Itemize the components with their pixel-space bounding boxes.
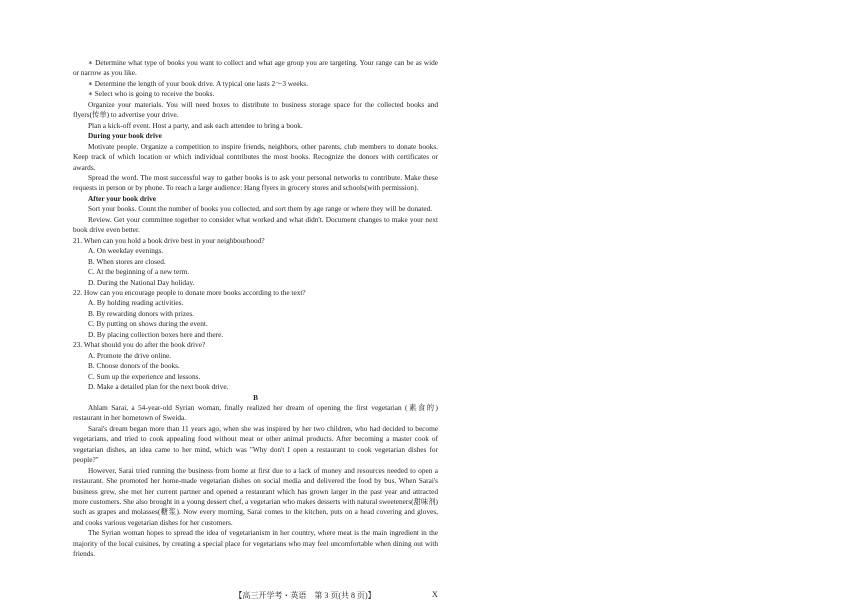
step-item: ∗ Determine the length of your book drive. A typical one lasts 2～3 weeks. <box>88 78 308 88</box>
option-22b: B. By rewarding donors with prizes. <box>88 308 194 318</box>
heading-during: During your book drive <box>88 131 162 141</box>
passage-b-paragraph: Ahlam Sarai, a 54-year-old Syrian woman, finally realized her dream of opening the first vegetarian (素食的) restaurant in her hometown of Sweida. <box>73 402 438 423</box>
step-item: ∗ Select who is going to receive the books. <box>88 89 215 99</box>
option-23d: D. Make a detailed plan for the next book drive. <box>88 382 229 392</box>
passage-b-paragraph: Sarai's dream began more than 11 years ago, when she was inspired by her two children, who had decided to become vegetarians, and tried to cook appealing food without meat or other animal products. After becoming a master cook of vegetarian dishes, an idea came to her mind, which was "Why don't I open a restaurant to cook vegetarian dishes for people?" <box>73 423 438 465</box>
paragraph-review: Review. Get your committee together to consider what worked and what didn't. Document changes to make your next book drive even better. <box>73 214 438 235</box>
option-21b: B. When stores are closed. <box>88 256 166 266</box>
option-22c: C. By putting on shows during the event. <box>88 319 208 329</box>
question-21: 21. When can you hold a book drive best in your neighbourhood? <box>73 235 265 245</box>
option-23a: A. Promote the drive online. <box>88 350 172 360</box>
option-21c: C. At the beginning of a new term. <box>88 267 190 277</box>
paragraph-kickoff: Plan a kick-off event. Host a party, and ask each attendee to bring a book. <box>88 120 303 130</box>
footer-mark: X <box>432 590 438 599</box>
option-21a: A. On weekday evenings. <box>88 246 164 256</box>
paragraph-organize: Organize your materials. You will need boxes to distribute to business storage space for the collected books and flyers(传单) to advertise your drive. <box>73 99 438 120</box>
question-23: 23. What should you do after the book drive? <box>73 340 206 350</box>
step-item: ∗ Determine what type of books you want to collect and what age group you are targeting. Your range can be as wide or narrow as you like. <box>73 58 438 78</box>
text-column <box>73 58 438 560</box>
footer-page-info: 【高三开学考・英语 第 3 页(共 8 页)】 <box>234 591 376 600</box>
option-22d: D. By placing collection boxes here and there. <box>88 329 224 339</box>
paragraph-motivate: Motivate people. Organize a competition to inspire friends, neighbors, other parents, club members to donate books. Keep track of which location or which individual contributes the most books. Recognize the donors with certificates or awards. <box>73 141 438 172</box>
option-23c: C. Sum up the experience and lessons. <box>88 371 201 381</box>
heading-after: After your book drive <box>88 193 157 203</box>
option-23b: B. Choose donors of the books. <box>88 361 180 371</box>
question-22: 22. How can you encourage people to donate more books according to the text? <box>73 287 306 297</box>
paragraph-spread: Spread the word. The most successful way to gather books is to ask your personal networks to contribute. Make these requests in person or by phone. To reach a large audience: Hang flyers in grocery stores and schools(with permission). <box>73 172 438 193</box>
passage-b-paragraph: However, Sarai tried running the business from home at first due to a lack of money and resources needed to open a restaurant. She promoted her home-made vegetarian dishes on social media and delivered the food by bus. When Sarai's business grew, she met her current partner and opened a restaurant which has grown larger in the past year and attracted more customers. She also brought in a young dessert chef, a vegetarian who makes desserts with natural sweeteners(甜味剂) such as grapes and molasses(糖浆). Now every morning, Sarai comes to the kitchen, puts on a head covering and gloves, and cooks various vegetarian dishes for her customers. <box>73 465 438 527</box>
passage-b-paragraph: The Syrian woman hopes to spread the idea of vegetarianism in her country, where meat is the main ingredient in the majority of the local cuisines, by creating a special place for vegetarians who may feel uncomfortable when dining out with friends. <box>73 528 438 559</box>
section-b-heading: B <box>253 392 258 402</box>
option-22a: A. By holding reading activities. <box>88 298 184 308</box>
option-21d: D. During the National Day holiday. <box>88 277 195 287</box>
paragraph-sort: Sort your books. Count the number of books you collected, and sort them by age range or where they will be donated. <box>88 204 433 214</box>
